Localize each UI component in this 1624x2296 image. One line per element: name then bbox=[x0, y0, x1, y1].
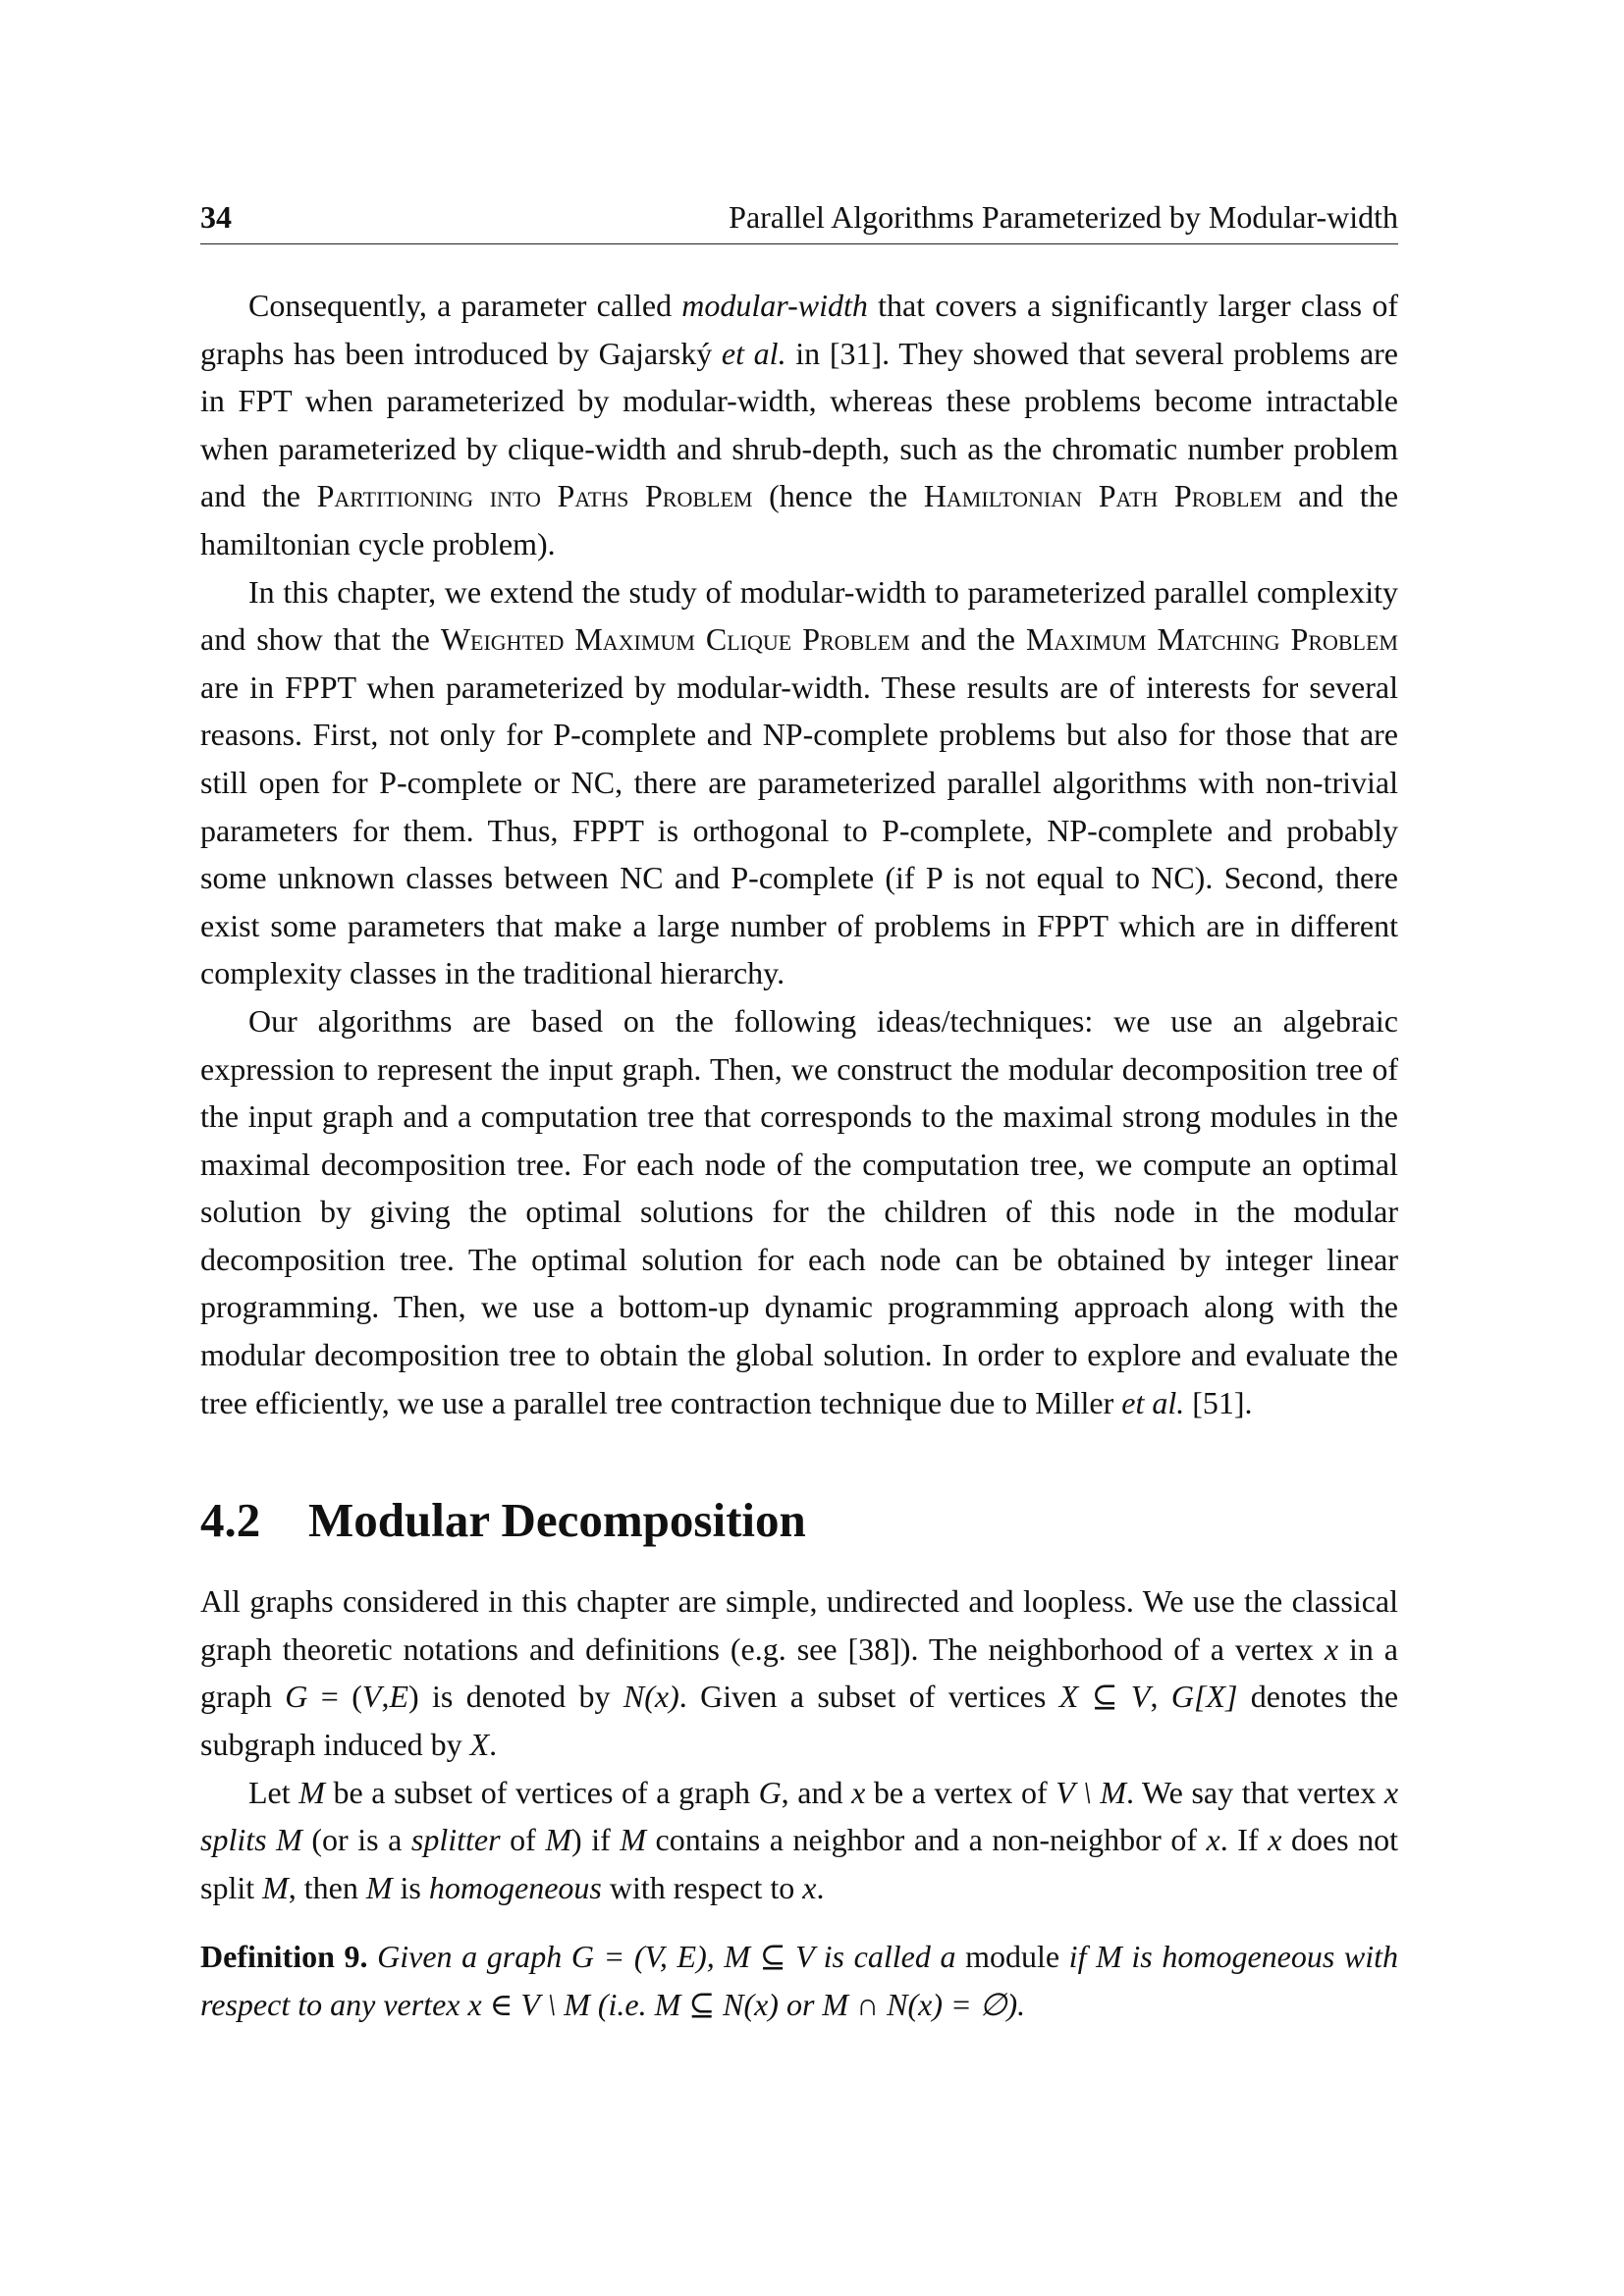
page bbox=[200, 196, 1398, 2029]
section-number: 4.2 bbox=[200, 1493, 261, 1548]
paragraph-chapter-contribution: In this chapter, we extend the study of modular-width to parameterized parallel complexity and show that the Weighted Maximum Clique Problem and the Maximum Matching Problem are in FPPT when parameterized by modular-width. These results are of interests for several reasons. First, not only for P-complete and NP-complete problems but also for those that are still open for P-complete or NC, there are parameterized parallel algorithms with non-trivial parameters for them. Thus, FPPT is orthogonal to P-complete, NP-complete and probably some unknown classes between NC and P-complete (if P is not equal to NC). Second, there exist some parameters that make a large number of problems in FPPT which are in different complexity classes in the traditional hierarchy. bbox=[200, 573, 1398, 991]
definition-body: Given a graph G = (V, E), M ⊆ V is called a module if M is homogeneous with respect to any vertex x ∈ V \ M (i.e. M ⊆ N(x) or M ∩ N(x) = ∅). bbox=[200, 1939, 1399, 2022]
body-text bbox=[200, 282, 1398, 2029]
definition-label: Definition 9. bbox=[200, 1939, 368, 1975]
paragraph-modular-width-intro: Consequently, a parameter called modular-width that covers a significantly larger class of graphs has been introduced by Gajarský et al. in [31]. They showed that several problems are in FPT when parameterized by modular-width, whereas these problems become intractable when parameterized by clique-width and shrub-depth, such as the chromatic number problem and the Partitioning into Paths Problem (hence the Hamiltonian Path Problem and the hamiltonian cycle problem). bbox=[200, 288, 1399, 561]
paragraph-splitter-definition: Let M be a subset of vertices of a graph G, and x be a vertex of V \ M. We say that vertex x splits M (or is a splitter of M) if M contains a neighbor and a non-neighbor of x. If x does not split M, then M is homogeneous with respect to x. bbox=[200, 1774, 1399, 1905]
section-heading bbox=[200, 1491, 1398, 1550]
running-title: Parallel Algorithms Parameterized by Modular-width bbox=[729, 199, 1398, 235]
running-head bbox=[200, 196, 1398, 244]
paragraph-algorithm-ideas: Our algorithms are based on the following ideas/techniques: we use an algebraic expression to represent the input graph. Then, we construct the modular decomposition tree of the input graph and a computation tree that corresponds to the maximal strong modules in the maximal decomposition tree. For each node of the computation tree, we compute an optimal solution by giving the optimal solutions for the children of this node in the modular decomposition tree. The optimal solution for each node can be obtained by integer linear programming. Then, we use a bottom-up dynamic programming approach along with the modular decomposition tree to obtain the global solution. In order to explore and evaluate the tree efficiently, we use a parallel tree contraction technique due to Miller et al. [51]. bbox=[200, 1002, 1398, 1420]
section-title: Modular Decomposition bbox=[308, 1493, 806, 1548]
definition-9 bbox=[200, 1933, 1398, 2028]
page-number: 34 bbox=[200, 199, 232, 235]
paragraph-graph-notation: All graphs considered in this chapter are simple, undirected and loopless. We use the classical graph theoretic notations and definitions (e.g. see [38]). The neighborhood of a vertex x in a graph G = (V,E) is denoted by N(x). Given a subset of vertices X ⊆ V, G[X] denotes the subgraph induced by X. bbox=[200, 1583, 1399, 1763]
